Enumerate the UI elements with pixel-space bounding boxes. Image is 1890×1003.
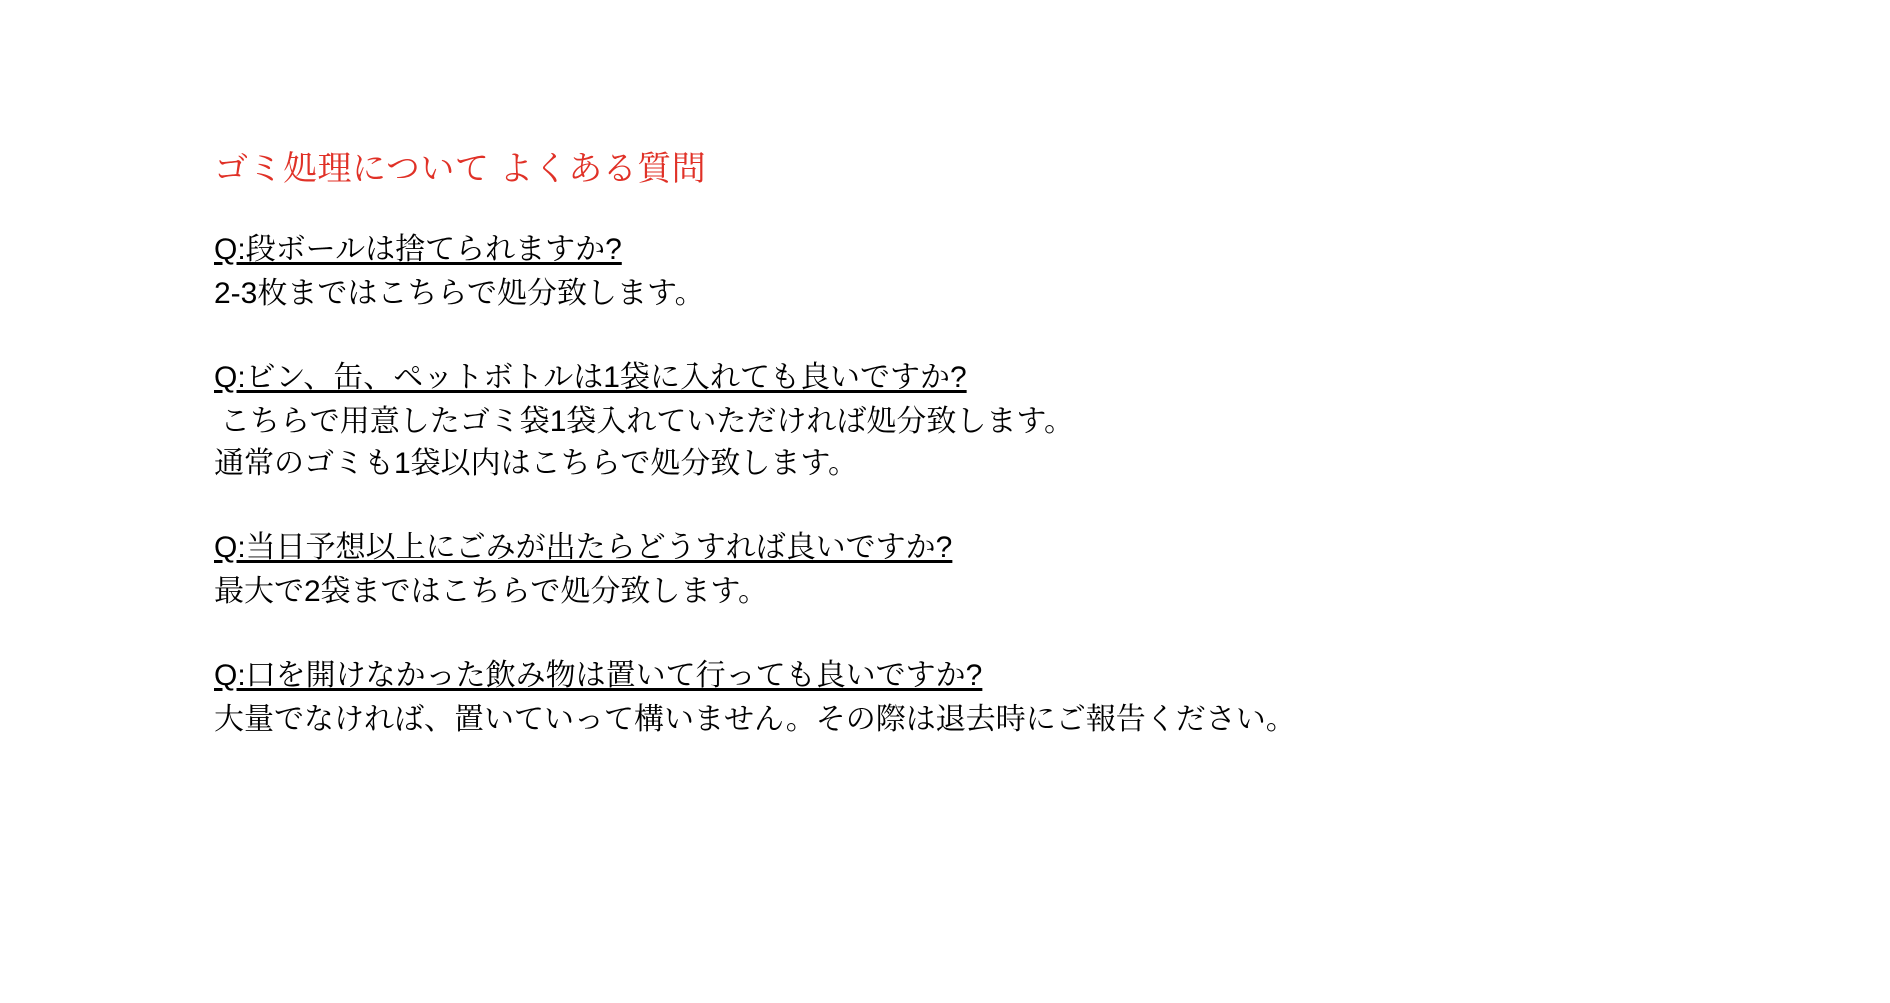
faq-item bbox=[214, 357, 1714, 485]
faq-question: Q:口を開けなかった飲み物は置いて行っても良いですか? bbox=[214, 658, 983, 692]
faq-answer: 大量でなければ、置いていって構いません。その際は退去時にご報告ください。 bbox=[214, 702, 1296, 736]
faq-answer: 通常のゴミも1袋以内はこちらで処分致します。 bbox=[214, 446, 858, 480]
faq-question: Q:当日予想以上にごみが出たらどうすれば良いですか? bbox=[214, 530, 953, 564]
faq-item bbox=[214, 527, 1714, 613]
faq-answer: こちらで用意したゴミ袋1袋入れていただければ処分致します。 bbox=[220, 404, 1074, 438]
faq-question: Q:ビン、缶、ペットボトルは1袋に入れても良いですか? bbox=[214, 360, 967, 394]
document-content bbox=[214, 148, 1714, 741]
page-title: ゴミ処理について よくある質問 bbox=[214, 150, 707, 188]
faq-answer: 2-3枚まではこちらで処分致します。 bbox=[214, 276, 705, 310]
faq-item bbox=[214, 655, 1714, 741]
faq-question: Q:段ボールは捨てられますか? bbox=[214, 232, 622, 266]
faq-answer: 最大で2袋まではこちらで処分致します。 bbox=[214, 574, 768, 608]
faq-item bbox=[214, 229, 1714, 315]
